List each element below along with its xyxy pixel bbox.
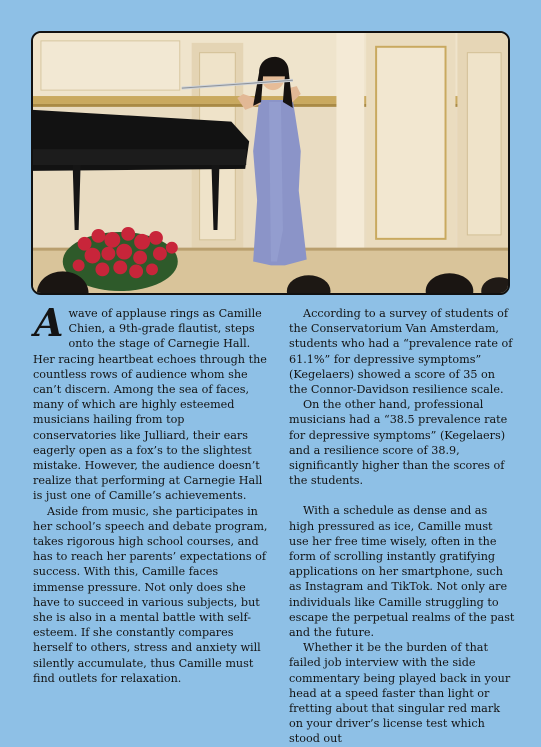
article-paragraph: According to a survey of students of the Conservatorium Van Amsterdam, students who had a “prevalence rate of 61.1%” for depressive symptoms” (Kegelaers) showed a score of 35 on the Connor-Davidson resilience scale. (289, 307, 513, 397)
drop-cap: A (34, 300, 64, 345)
article-right-column (289, 306, 515, 747)
article-paragraph (33, 300, 268, 504)
paragraph-text: wave of applause rings as Camille Chien, a 9th-grade flautist, steps onto the stage of Carnegie Hall. Her racing heartbeat echoes through the countless rows of audience whom she can’t discern. Among the sea of faces, many of which are highly esteemed musicians hailing from top conservatories like Julliard, their ears eagerly open as a fox’s to the slightest mistake. However, the audience doesn’t realize that performing at Carnegie Hall is just one of Camille’s achievements. (33, 307, 267, 503)
flautist-performance-image (33, 33, 508, 293)
article-paragraph: On the other hand, professional musicians had a “38.5 prevalence rate for depressive symptoms” (Kegelaers) and a resilience score of 38.9, significantly higher than the scores of the students. (289, 398, 508, 488)
hero-photo (31, 31, 510, 295)
article-left-column (33, 300, 268, 686)
article-paragraph: Aside from music, she participates in her school’s speech and debate program, takes rigorous high school courses, and has to reach her parents’ expectations of success. With this, Camille faces immense pressure. Not only does she have to succeed in various subjects, but she is also in a mental battle with self-esteem. If she constantly compares herself to others, stress and anxiety will silently accumulate, thus Camille must find outlets for relaxation. (33, 504, 268, 685)
article-paragraph: Whether it be the burden of that failed job interview with the side commentary being played back in your head at a speed faster than light or fretting about that singular red mark on your driver’s license test which stood out (289, 641, 511, 746)
article-paragraph: With a schedule as dense and as high pressured as ice, Camille must use her free time wisely, often in the form of scrolling instantly gratifying applications on her smartphone, such as Instagram and TikTok. Not only are individuals like Camille struggling to escape the perpetual realms of the past and the future. (289, 504, 515, 640)
